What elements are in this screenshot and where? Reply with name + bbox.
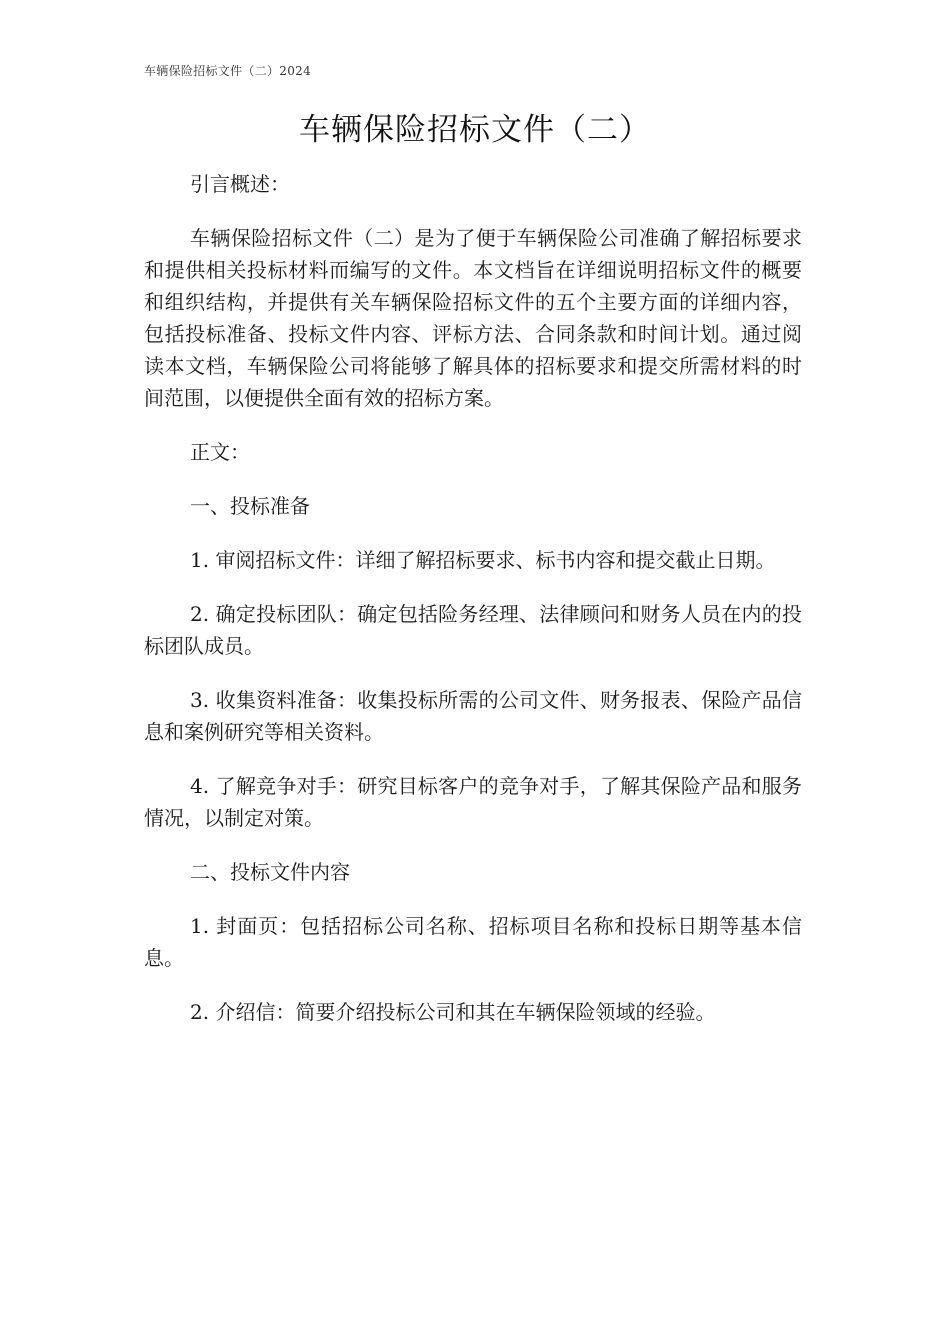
list-item: 2. 介绍信：简要介绍投标公司和其在车辆保险领域的经验。 (190, 1000, 716, 1024)
list-item: 2. 确定投标团队：确定包括险务经理、法律顾问和财务人员在内的投标团队成员。 (144, 602, 802, 658)
document-title: 车辆保险招标文件（二） (299, 112, 651, 148)
document-body (144, 168, 802, 1050)
list-item: 3. 收集资料准备：收集投标所需的公司文件、财务报表、保险产品信息和案例研究等相关资料。 (144, 688, 802, 744)
running-header: 车辆保险招标文件（二）2024 (144, 64, 312, 78)
list-item: 1. 封面页：包括招标公司名称、招标项目名称和投标日期等基本信息。 (144, 914, 802, 970)
list-item: 1. 审阅招标文件：详细了解招标要求、标书内容和提交截止日期。 (190, 548, 776, 572)
body-heading: 正文： (190, 440, 250, 464)
intro-paragraph: 车辆保险招标文件（二）是为了便于车辆保险公司准确了解招标要求和提供相关投标材料而编写的文件。本文档旨在详细说明招标文件的概要和组织结构，并提供有关车辆保险招标文件的五个主要方面的详细内容，包括投标准备、投标文件内容、评标方法、合同条款和时间计划。通过阅读本文档，车辆保险公司将能够了解具体的招标要求和提交所需材料的时间范围，以便提供全面有效的招标方案。 (144, 226, 802, 410)
section-heading-contents: 二、投标文件内容 (190, 860, 350, 884)
intro-heading: 引言概述： (190, 172, 290, 196)
section-heading-preparation: 一、投标准备 (190, 494, 310, 518)
list-item: 4. 了解竞争对手：研究目标客户的竞争对手，了解其保险产品和服务情况，以制定对策。 (144, 774, 802, 830)
